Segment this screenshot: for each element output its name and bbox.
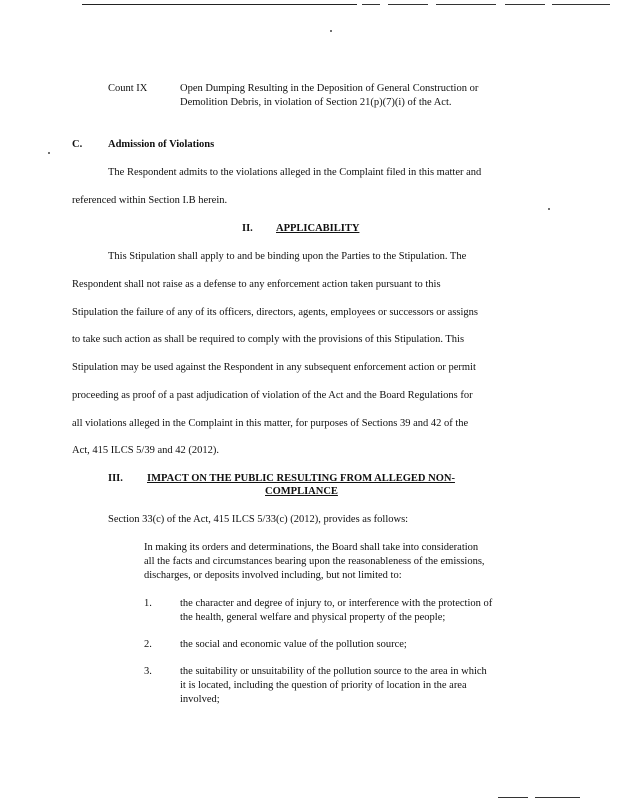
count-ix-label: Count IX xyxy=(108,83,148,94)
body-line: The Respondent admits to the violations alleged in the Complaint filed in this matter and xyxy=(108,167,482,178)
quote-line: In making its orders and determinations, the Board shall take into consideration xyxy=(144,542,479,553)
list-item-number: 1. xyxy=(144,598,152,609)
top-edge-dash xyxy=(362,4,380,5)
bottom-edge-dash xyxy=(498,797,528,798)
count-ix-text-line: Demolition Debris, in violation of Section 21(p)(7)(i) of the Act. xyxy=(180,97,452,108)
body-line: Stipulation may be used against the Respondent in any subsequent enforcement action or permit xyxy=(72,362,476,373)
body-line: Act, 415 ILCS 5/39 and 42 (2012). xyxy=(72,445,219,456)
section-c-letter: C. xyxy=(72,139,83,150)
body-line: Respondent shall not raise as a defense to any enforcement action taken pursuant to this xyxy=(72,279,441,290)
section-iii-heading-line: IMPACT ON THE PUBLIC RESULTING FROM ALLEGED NON- xyxy=(147,473,455,484)
list-item-line: the social and economic value of the pollution source; xyxy=(180,639,407,650)
section-ii-heading: APPLICABILITY xyxy=(276,223,360,234)
body-line: This Stipulation shall apply to and be binding upon the Parties to the Stipulation. The xyxy=(108,251,467,262)
bottom-edge-dash xyxy=(535,797,580,798)
body-line: referenced within Section I.B herein. xyxy=(72,195,228,206)
body-line: to take such action as shall be required to comply with the provisions of this Stipulation. This xyxy=(72,334,465,345)
body-line: Stipulation the failure of any of its officers, directors, agents, employees or successors or assigns xyxy=(72,307,478,318)
top-edge-dash xyxy=(436,4,496,5)
section-iii-heading-line: COMPLIANCE xyxy=(265,486,338,497)
section-iii-intro: Section 33(c) of the Act, 415 ILCS 5/33(c) (2012), provides as follows: xyxy=(108,514,409,525)
list-item-line: the character and degree of injury to, or interference with the protection of xyxy=(180,598,493,609)
list-item-line: involved; xyxy=(180,694,220,705)
quote-line: all the facts and circumstances bearing upon the reasonableness of the emissions, xyxy=(144,556,485,567)
section-iii-numeral: III. xyxy=(108,473,123,484)
body-line: all violations alleged in the Complaint in this matter, for purposes of Sections 39 and 42 of the xyxy=(72,418,469,429)
list-item-number: 3. xyxy=(144,666,152,677)
top-edge-line xyxy=(82,4,357,5)
scan-speck xyxy=(330,30,332,32)
top-edge-dash xyxy=(505,4,545,5)
section-ii-numeral: II. xyxy=(242,223,253,234)
top-edge-dash xyxy=(552,4,610,5)
quote-line: discharges, or deposits involved including, but not limited to: xyxy=(144,570,402,581)
section-c-heading: Admission of Violations xyxy=(108,139,215,150)
list-item-line: the suitability or unsuitability of the pollution source to the area in which xyxy=(180,666,487,677)
top-edge-dash xyxy=(388,4,428,5)
scan-speck xyxy=(548,208,550,210)
list-item-number: 2. xyxy=(144,639,152,650)
list-item-line: the health, general welfare and physical property of the people; xyxy=(180,612,446,623)
list-item-line: it is located, including the question of priority of location in the area xyxy=(180,680,467,691)
body-line: proceeding as proof of a past adjudication of violation of the Act and the Board Regulations for xyxy=(72,390,473,401)
count-ix-text-line: Open Dumping Resulting in the Deposition of General Construction or xyxy=(180,83,479,94)
scan-speck xyxy=(48,152,50,154)
